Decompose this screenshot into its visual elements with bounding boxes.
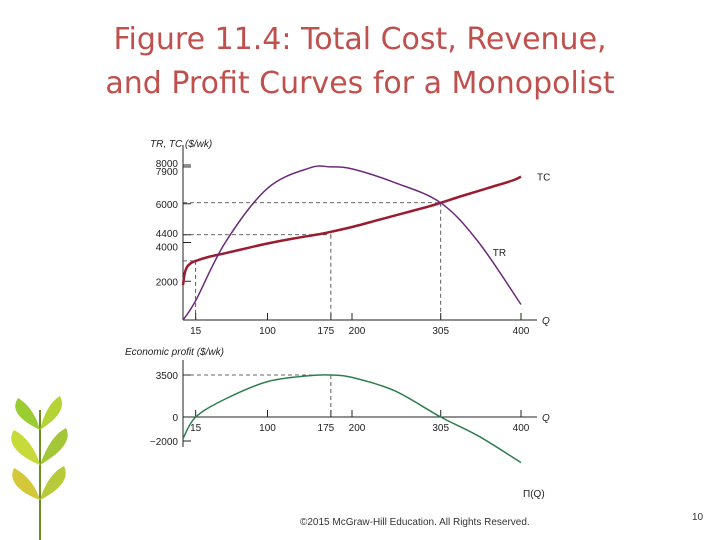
y-tick-label: 6000 <box>155 199 178 211</box>
y-tick-label: 3500 <box>155 371 178 382</box>
series-line-q <box>183 375 521 463</box>
y-tick-label: 2000 <box>155 277 178 289</box>
x-tick-label: 305 <box>432 423 450 434</box>
y-tick-label: 4000 <box>155 242 178 254</box>
cost-revenue-chart <box>150 139 550 337</box>
y-tick-label: 0 <box>172 413 178 424</box>
y-axis-title: TR, TC ($/wk) <box>150 139 213 150</box>
slide-title-line-1: Figure 11.4: Total Cost, Revenue, <box>113 22 607 57</box>
x-axis-title: Q <box>542 316 550 327</box>
ginkgo-leaf-decoration <box>11 396 67 540</box>
x-tick-label: 175 <box>317 423 335 434</box>
series-line-tr <box>183 166 521 320</box>
x-tick-label: 100 <box>259 423 276 434</box>
series-label: Π(Q) <box>523 489 545 500</box>
x-axis-title: Q <box>542 413 550 424</box>
slide-title-line-2: and Profit Curves for a Monopolist <box>105 66 615 101</box>
x-tick-label: 175 <box>317 326 335 337</box>
page-number: 10 <box>692 512 704 523</box>
x-tick-label: 100 <box>259 326 276 337</box>
x-tick-label: 400 <box>512 326 530 337</box>
x-tick-label: 200 <box>348 423 366 434</box>
y-axis-title: Economic profit ($/wk) <box>125 347 224 358</box>
x-tick-label: 305 <box>432 326 450 337</box>
x-tick-label: 15 <box>190 423 202 434</box>
x-tick-label: 15 <box>190 326 202 337</box>
copyright-footer: ©2015 McGraw-Hill Education. All Rights Reserved. <box>300 517 530 528</box>
y-tick-label: −2000 <box>149 437 178 448</box>
series-label: TC <box>537 172 551 184</box>
profit-chart <box>125 347 550 500</box>
x-tick-label: 400 <box>512 423 530 434</box>
series-label: TR <box>492 248 507 260</box>
y-tick-label: 8000 <box>155 159 178 170</box>
x-tick-label: 200 <box>348 326 366 337</box>
y-tick-label: 7900 <box>155 166 178 178</box>
y-tick-label: 4400 <box>155 228 178 240</box>
